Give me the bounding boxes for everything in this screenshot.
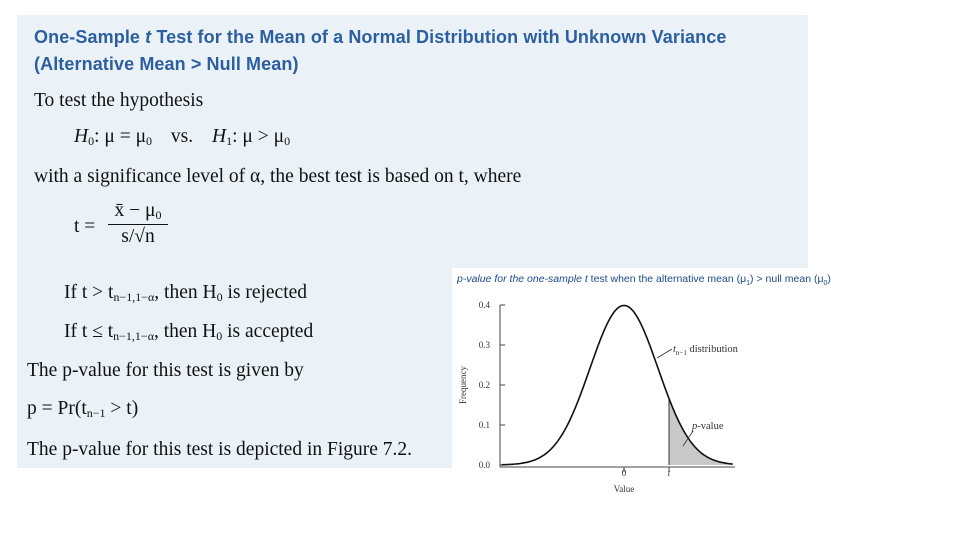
series-line-t-distribution xyxy=(502,305,733,464)
pvalue-label: p-value xyxy=(692,421,724,432)
box-title-line-2: (Alternative Mean > Null Mean) xyxy=(34,54,299,74)
figure-reference-text: The p-value for this test is depicted in Figure 7.2. xyxy=(27,439,413,460)
figure-caption: p-value for the one-sample t test when the alternative mean $(\mu_1)$ > null mean $(\mu_0)$ xyxy=(457,273,831,287)
x-axis-title: Value xyxy=(613,484,635,494)
significance-text: with a significance level of α, the best test is based on t, where xyxy=(34,166,522,187)
box-title-line-1: One-Sample t Test for the Mean of a Normal Distribution with Unknown Variance xyxy=(34,27,727,47)
x-tick-label: t xyxy=(667,468,671,478)
t-lhs: t = xyxy=(74,216,96,237)
pvalue-formula: $p = Pr(t_{n-1} > t)$ xyxy=(27,398,139,420)
distribution-label: $t_{n-1}$ distribution xyxy=(673,344,738,357)
y-tick-label: 0.1 xyxy=(478,420,490,430)
y-axis-title: Frequency xyxy=(458,366,468,404)
accept-rule: If $t \le t_{n-1,1-\alpha}$, then $H_0$ is accepted xyxy=(64,321,314,343)
y-tick-label: 0.0 xyxy=(478,460,490,470)
x-tick-label: 0 xyxy=(621,468,627,478)
pvalue-text: The p-value for this test is given by xyxy=(27,360,304,381)
y-tick-label: 0.4 xyxy=(478,300,490,310)
y-tick-label: 0.2 xyxy=(478,380,490,390)
t-statistic-fraction: $\frac{x̄ - \mu_0}{s/√n}$ xyxy=(108,200,168,248)
y-tick-label: 0.3 xyxy=(478,340,490,350)
chart-axes xyxy=(500,305,735,472)
distribution-label-leader xyxy=(657,349,672,358)
reject-rule: If $t > t_{n-1,1-\alpha}$, then $H_0$ is rejected xyxy=(64,282,308,304)
t-distribution-curve xyxy=(502,305,733,465)
intro-text: To test the hypothesis xyxy=(34,90,204,111)
hypotheses: $H_0$: $\mu = \mu_0$ vs. $H_1$: $\mu > \mu_0$ xyxy=(74,126,291,148)
